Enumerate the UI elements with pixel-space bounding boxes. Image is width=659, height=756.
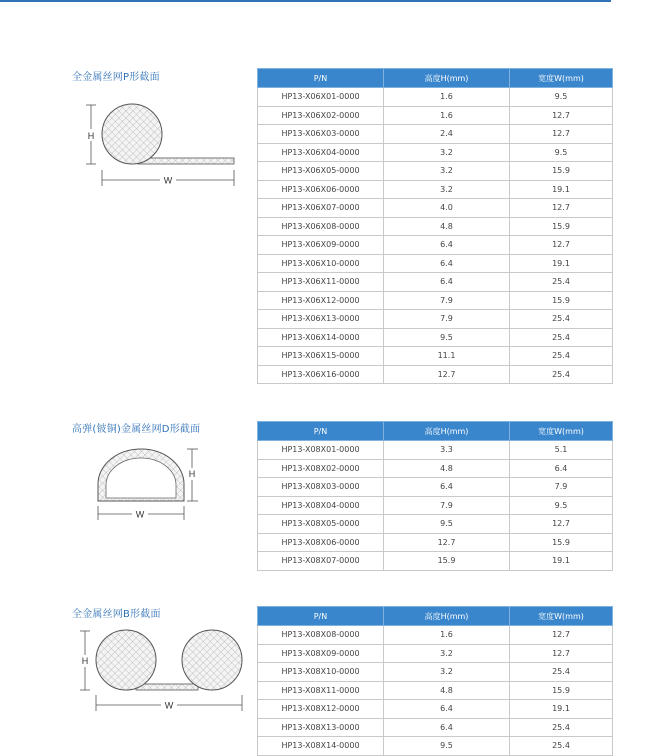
p-height-label: H (87, 131, 95, 141)
p-width-label: W (163, 175, 173, 186)
table-row (258, 478, 613, 497)
table-row (258, 217, 613, 236)
cell-part-number: HP13-X06X07-0000 (258, 199, 384, 218)
table-header-row (258, 422, 613, 441)
table-row (258, 328, 613, 347)
col-header-pn: P/N (258, 422, 384, 441)
d-width-label: W (135, 509, 145, 520)
cell-width: 25.4 (510, 273, 613, 292)
section-title-p-shape: 全金属丝网P形截面 (72, 72, 160, 83)
cell-part-number: HP13-X06X10-0000 (258, 254, 384, 273)
table-row (258, 515, 613, 534)
cell-part-number: HP13-X08X11-0000 (258, 681, 384, 700)
cell-height: 12.7 (384, 533, 510, 552)
cell-width: 25.4 (510, 718, 613, 737)
cell-width: 25.4 (510, 663, 613, 682)
cell-height: 1.6 (384, 88, 510, 107)
col-header-height: 高度H(mm) (384, 607, 510, 626)
cell-part-number: HP13-X08X07-0000 (258, 552, 384, 571)
cell-height: 11.1 (384, 347, 510, 366)
cell-height: 12.7 (384, 365, 510, 384)
cell-width: 9.5 (510, 496, 613, 515)
cell-width: 25.4 (510, 310, 613, 329)
cell-height: 6.4 (384, 254, 510, 273)
cell-part-number: HP13-X06X04-0000 (258, 143, 384, 162)
cell-width: 19.1 (510, 552, 613, 571)
cell-height: 9.5 (384, 328, 510, 347)
table-row (258, 737, 613, 756)
table-row (258, 626, 613, 645)
col-header-pn: P/N (258, 69, 384, 88)
table-row (258, 663, 613, 682)
table-row (258, 273, 613, 292)
table-row (258, 681, 613, 700)
table-row (258, 106, 613, 125)
cell-width: 15.9 (510, 162, 613, 181)
table-row (258, 496, 613, 515)
cell-height: 3.2 (384, 162, 510, 181)
cell-part-number: HP13-X06X16-0000 (258, 365, 384, 384)
section-title-d-shape: 高弹(铍铜)金属丝网D形截面 (72, 424, 201, 435)
cell-height: 3.2 (384, 180, 510, 199)
table-row (258, 125, 613, 144)
table-row (258, 88, 613, 107)
cell-width: 12.7 (510, 644, 613, 663)
col-header-height: 高度H(mm) (384, 422, 510, 441)
cell-height: 6.4 (384, 700, 510, 719)
b-width-label: W (164, 700, 174, 711)
cell-part-number: HP13-X06X01-0000 (258, 88, 384, 107)
table-row (258, 441, 613, 460)
cell-height: 15.9 (384, 552, 510, 571)
col-header-width: 宽度W(mm) (510, 607, 613, 626)
cell-width: 9.5 (510, 88, 613, 107)
cell-part-number: HP13-X08X10-0000 (258, 663, 384, 682)
cell-height: 3.2 (384, 143, 510, 162)
cell-part-number: HP13-X06X03-0000 (258, 125, 384, 144)
cell-width: 25.4 (510, 737, 613, 756)
cell-part-number: HP13-X08X09-0000 (258, 644, 384, 663)
cell-part-number: HP13-X06X09-0000 (258, 236, 384, 255)
table-header-row (258, 69, 613, 88)
b-height-label: H (81, 656, 89, 666)
cell-width: 19.1 (510, 180, 613, 199)
table-row (258, 310, 613, 329)
table-row (258, 180, 613, 199)
table-row (258, 644, 613, 663)
cell-width: 12.7 (510, 515, 613, 534)
cell-height: 1.6 (384, 626, 510, 645)
cell-part-number: HP13-X06X15-0000 (258, 347, 384, 366)
table-row (258, 700, 613, 719)
cell-part-number: HP13-X08X03-0000 (258, 478, 384, 497)
cell-height: 6.4 (384, 478, 510, 497)
cell-part-number: HP13-X06X08-0000 (258, 217, 384, 236)
cell-part-number: HP13-X08X12-0000 (258, 700, 384, 719)
cell-width: 12.7 (510, 626, 613, 645)
cell-width: 9.5 (510, 143, 613, 162)
cell-width: 12.7 (510, 106, 613, 125)
cell-width: 15.9 (510, 217, 613, 236)
table-row (258, 365, 613, 384)
cell-height: 4.8 (384, 217, 510, 236)
cell-part-number: HP13-X08X04-0000 (258, 496, 384, 515)
cell-part-number: HP13-X08X08-0000 (258, 626, 384, 645)
table-row (258, 347, 613, 366)
cell-part-number: HP13-X08X13-0000 (258, 718, 384, 737)
cell-height: 6.4 (384, 273, 510, 292)
cell-height: 7.9 (384, 310, 510, 329)
cell-height: 4.8 (384, 681, 510, 700)
d-height-label: H (188, 469, 196, 479)
cell-height: 9.5 (384, 737, 510, 756)
col-header-width: 宽度W(mm) (510, 422, 613, 441)
cell-width: 12.7 (510, 199, 613, 218)
col-header-width: 宽度W(mm) (510, 69, 613, 88)
cell-height: 2.4 (384, 125, 510, 144)
cell-height: 7.9 (384, 496, 510, 515)
table-row (258, 552, 613, 571)
table-row (258, 162, 613, 181)
cell-height: 6.4 (384, 718, 510, 737)
cell-part-number: HP13-X08X05-0000 (258, 515, 384, 534)
cell-width: 15.9 (510, 533, 613, 552)
col-header-height: 高度H(mm) (384, 69, 510, 88)
cell-width: 7.9 (510, 478, 613, 497)
cell-width: 12.7 (510, 236, 613, 255)
cell-height: 1.6 (384, 106, 510, 125)
cell-height: 9.5 (384, 515, 510, 534)
cell-width: 25.4 (510, 347, 613, 366)
table-row (258, 236, 613, 255)
cell-width: 15.9 (510, 681, 613, 700)
table-row (258, 291, 613, 310)
table-row (258, 718, 613, 737)
cell-part-number: HP13-X06X06-0000 (258, 180, 384, 199)
cell-width: 6.4 (510, 459, 613, 478)
cell-width: 19.1 (510, 700, 613, 719)
table-row (258, 199, 613, 218)
cell-height: 3.2 (384, 663, 510, 682)
p-shape-cross-section-diagram (80, 100, 245, 195)
b-shape-spec-table (257, 606, 613, 756)
cell-width: 25.4 (510, 328, 613, 347)
cell-width: 19.1 (510, 254, 613, 273)
cell-part-number: HP13-X08X01-0000 (258, 441, 384, 460)
cell-part-number: HP13-X06X13-0000 (258, 310, 384, 329)
cell-height: 3.3 (384, 441, 510, 460)
p-shape-spec-table (257, 68, 613, 384)
header-rule (0, 0, 611, 2)
cell-height: 6.4 (384, 236, 510, 255)
table-row (258, 254, 613, 273)
table-header-row (258, 607, 613, 626)
col-header-pn: P/N (258, 607, 384, 626)
cell-height: 7.9 (384, 291, 510, 310)
cell-height: 4.8 (384, 459, 510, 478)
cell-width: 25.4 (510, 365, 613, 384)
cell-part-number: HP13-X06X12-0000 (258, 291, 384, 310)
d-shape-spec-table (257, 421, 613, 571)
table-row (258, 533, 613, 552)
cell-part-number: HP13-X08X14-0000 (258, 737, 384, 756)
cell-part-number: HP13-X06X14-0000 (258, 328, 384, 347)
b-shape-cross-section-diagram (76, 627, 251, 717)
cell-width: 12.7 (510, 125, 613, 144)
cell-height: 3.2 (384, 644, 510, 663)
cell-part-number: HP13-X06X05-0000 (258, 162, 384, 181)
cell-width: 5.1 (510, 441, 613, 460)
cell-width: 15.9 (510, 291, 613, 310)
section-title-b-shape: 全金属丝网B形截面 (72, 609, 161, 620)
cell-part-number: HP13-X08X02-0000 (258, 459, 384, 478)
cell-part-number: HP13-X06X02-0000 (258, 106, 384, 125)
cell-height: 4.0 (384, 199, 510, 218)
d-shape-cross-section-diagram (92, 444, 212, 524)
table-row (258, 459, 613, 478)
cell-part-number: HP13-X06X11-0000 (258, 273, 384, 292)
cell-part-number: HP13-X08X06-0000 (258, 533, 384, 552)
table-row (258, 143, 613, 162)
